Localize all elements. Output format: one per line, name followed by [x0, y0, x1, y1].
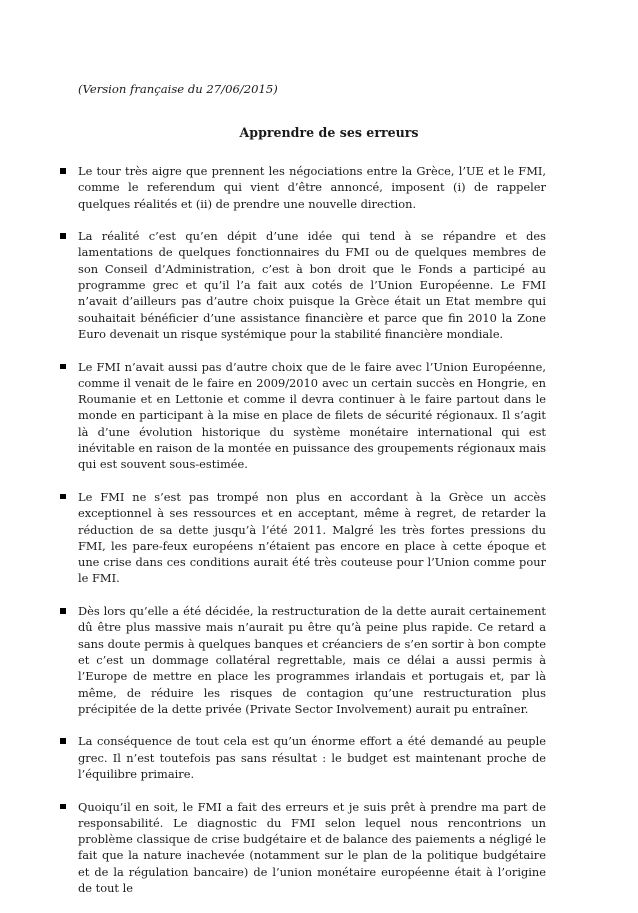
document-title: Apprendre de ses erreurs — [239, 125, 419, 140]
bullet-text: La conséquence de tout cela est qu’un énorme effort a été demandé au peuple grec. Il n’est toutefois pas sans résultat : le budget est maintenant proche de l’équilibre primaire. — [78, 734, 546, 781]
bullet-text: Dès lors qu’elle a été décidée, la restructuration de la dette aurait certainement dû être plus massive mais n’aurait pu être qu’à peine plus rapide. Ce retard a sans doute permis à quelques banques et créanciers de s’en sortir à bon compte et c’est un dommage collatéral regrettable, mais ce délai a aussi permis à l’Europe de mettre en place les programmes irlandais et portugais et, par là même, de réduire les risques de contagion qu’une restructuration plus précipitée de la dette privée (Private Sector Involvement) aurait pu entraîner. — [78, 604, 546, 716]
bullet-item — [60, 359, 546, 473]
bullet-item — [60, 163, 546, 212]
bullet-list — [60, 163, 546, 913]
version-note: (Version française du 27/06/2015) — [78, 82, 278, 96]
square-bullet-icon — [60, 804, 66, 810]
bullet-item — [60, 799, 546, 897]
bullet-item — [60, 603, 546, 717]
square-bullet-icon — [60, 168, 66, 174]
bullet-item — [60, 733, 546, 782]
bullet-text: Le FMI n’avait aussi pas d’autre choix que de le faire avec l’Union Européenne, comme il venait de le faire en 2009/2010 avec un certain succès en Hongrie, en Roumanie et en Lettonie et comme il devra continuer à le faire partout dans le monde en participant à la mise en place de filets de sécurité régionaux. Il s’agit là d’une évolution historique du système monétaire international qui est inévitable en raison de la montée en puissance des groupements régionaux mais qui est souvent sous-estimée. — [78, 359, 546, 472]
square-bullet-icon — [60, 494, 66, 500]
square-bullet-icon — [60, 738, 66, 744]
bullet-text: Le FMI ne s’est pas trompé non plus en accordant à la Grèce un accès exceptionnel à ses ressources et en acceptant, même à regret, de retarder la réduction de sa dette jusqu’à l’été 2011. Malgré les très fortes pressions du FMI, les pare-feux européens n’étaient pas encore en place à cette époque et une crise dans ces conditions aurait été très couteuse pour l’Union comme pour le FMI. — [78, 489, 546, 586]
square-bullet-icon — [60, 608, 66, 614]
square-bullet-icon — [60, 364, 66, 370]
bullet-text: Quoiqu’il en soit, le FMI a fait des erreurs et je suis prêt à prendre ma part de responsabilité. Le diagnostic du FMI selon lequel nous rencontrions un problème classique de crise budgétaire et de balance des paiements a négligé le fait que la nature inachevée (notamment sur le plan de la politique budgétaire et de la régulation bancaire) de l’union monétaire européenne était à l’origine de tout le — [78, 799, 546, 896]
bullet-text: La réalité c’est qu’en dépit d’une idée qui tend à se répandre et des lamentations de quelques fonctionnaires du FMI ou de quelques membres de son Conseil d’Administration, c’est à bon droit que le Fonds a participé au programme grec et qu’il l’a fait aux cotés de l’Union Européenne. Le FMI n’avait d’ailleurs pas d’autre choix puisque la Grèce était un Etat membre qui souhaitait bénéficier d’une assistance financière et parce que fin 2010 la Zone Euro devenait un risque systémique pour la stabilité financière mondiale. — [78, 229, 546, 341]
square-bullet-icon — [60, 233, 66, 239]
bullet-item — [60, 228, 546, 342]
bullet-item — [60, 489, 546, 587]
bullet-text: Le tour très aigre que prennent les négociations entre la Grèce, l’UE et le FMI, comme le referendum qui vient d’être annoncé, imposent (i) de rappeler quelques réalités et (ii) de prendre une nouvelle direction. — [78, 164, 546, 211]
